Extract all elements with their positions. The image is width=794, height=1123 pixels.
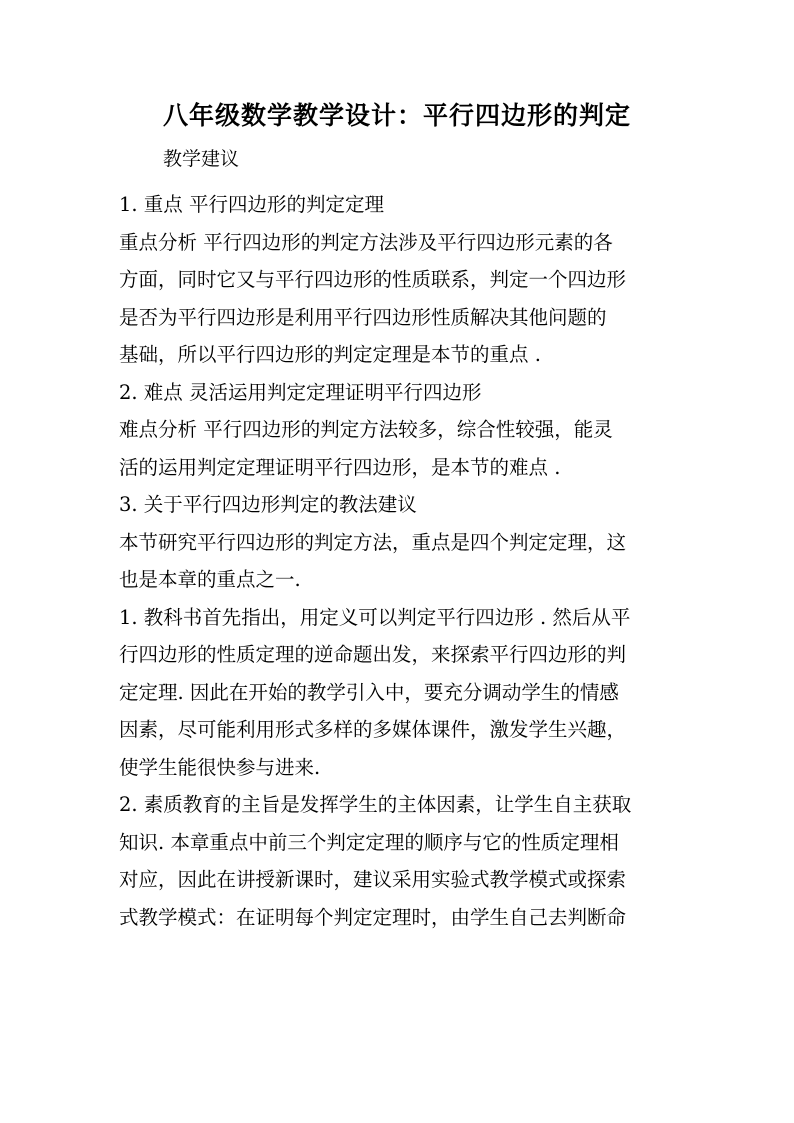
text-line: 也是本章的重点之一. [119,568,301,591]
text-line: 1. 重点 平行四边形的判定定理 [119,193,385,216]
text-line: 是否为平行四边形是利用平行四边形性质解决其他问题的 [119,305,607,329]
text-line: 行四边形的性质定理的逆命题出发，来探索平行四边形的判 [119,643,627,666]
text-line: 对应，因此在讲授新课时，建议采用实验式教学模式或探索 [119,868,627,891]
text-line: 式教学模式：在证明每个判定定理时，由学生自己去判断命 [119,905,627,929]
text-line: 1. 教科书首先指出，用定义可以判定平行四边形 . 然后从平 [119,605,631,629]
text-line: 难点分析 平行四边形的判定方法较多，综合性较强，能灵 [119,418,613,441]
text-line: 2. 素质教育的主旨是发挥学生的主体因素，让学生自主获取 [119,793,632,816]
text-line: 方面，同时它又与平行四边形的性质联系，判定一个四边形 [119,268,627,291]
text-line: 知识. 本章重点中前三个判定定理的顺序与它的性质定理相 [119,830,619,854]
text-line: 活的运用判定定理证明平行四边形，是本节的难点 . [119,455,561,479]
text-line: 本节研究平行四边形的判定方法，重点是四个判定定理，这 [119,530,627,554]
text-line: 使学生能很快参与进来. [119,755,321,779]
document-body [119,186,679,936]
text-line: 基础，所以平行四边形的判定定理是本节的重点 . [119,343,541,366]
document-title: 八年级数学教学设计：平行四边形的判定 [162,101,631,130]
text-line: 定定理. 因此在开始的教学引入中，要充分调动学生的情感 [119,680,619,704]
text-line: 重点分析 平行四边形的判定方法涉及平行四边形元素的各 [119,230,613,254]
text-line: 2. 难点 灵活运用判定定理证明平行四边形 [119,380,482,404]
text-line: 3. 关于平行四边形判定的教法建议 [119,493,417,516]
section-heading-teaching-suggestions: 教学建议 [163,148,240,170]
text-line: 因素，尽可能利用形式多样的多媒体课件，激发学生兴趣， [119,718,627,741]
